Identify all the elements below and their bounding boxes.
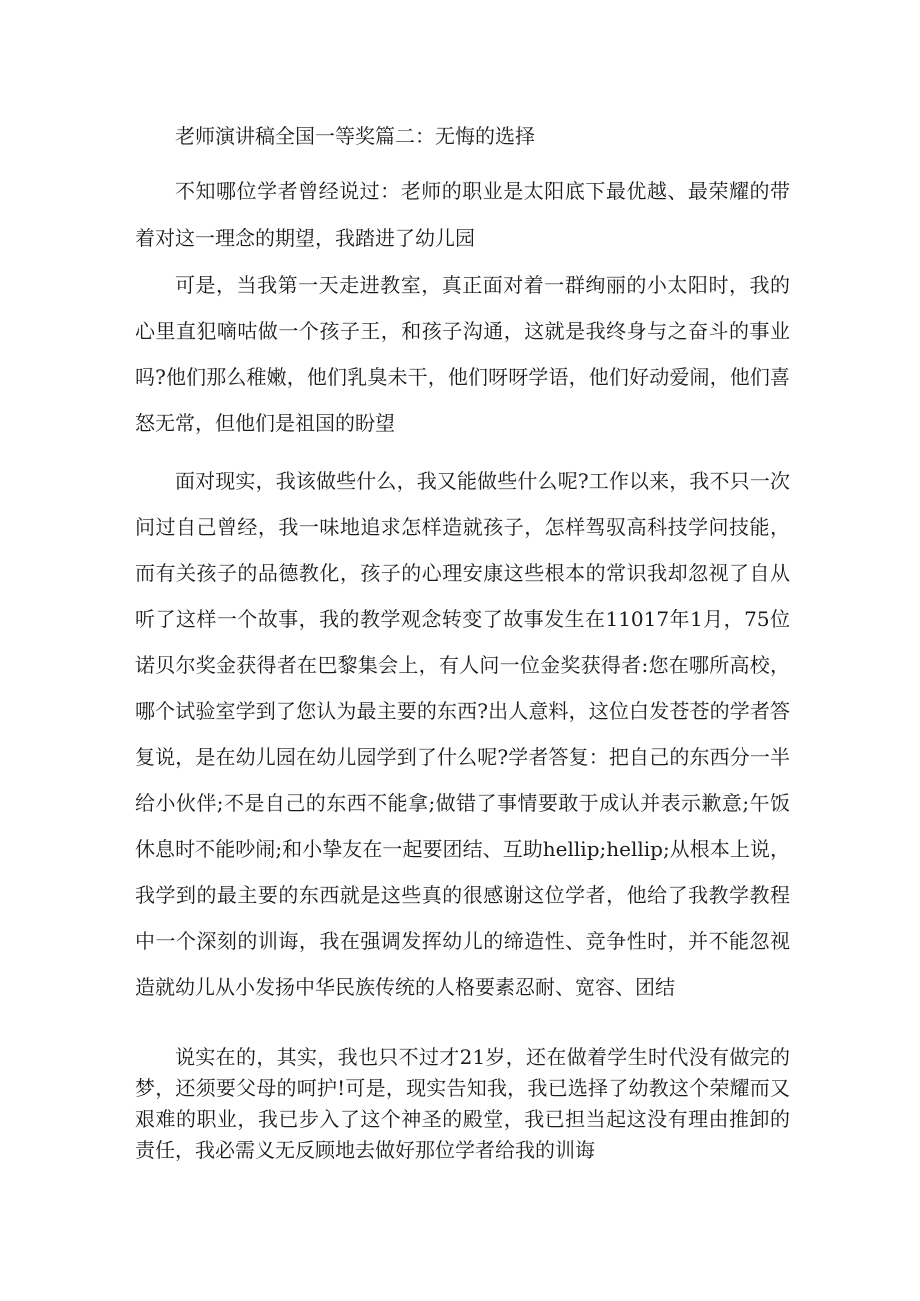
paragraph: 可是，当我第一天走进教室，真正面对着一群绚丽的小太阳时，我的心里直犯嘀咕做一个孩子王，和孩子沟通，这就是我终身与之奋斗的事业吗?他们那么稚嫩，他们乳臭未干，他们呀呀学语，他们好动爱闹，他们喜怒无常，但他们是祖国的盼望 xyxy=(135,273,790,435)
paragraph: 面对现实，我该做些什么，我又能做些什么呢?工作以来，我不只一次问过自己曾经，我一味地追求怎样造就孩子，怎样驾驭高科技学问技能，而有关孩子的品德教化，孩子的心理安康这些根本的常识我却忽视了自从听了这样一个故事，我的教学观念转变了故事发生在11017年1月，75位诺贝尔奖金获得者在巴黎集会上，有人问一位金奖获得者:您在哪所高校，哪个试验室学到了您认为最主要的东西?出人意料，这位白发苍苍的学者答复说，是在幼儿园在幼儿园学到了什么呢?学者答复：把自己的东西分一半给小伙伴;不是自己的东西不能拿;做错了事情要敢于成认并表示歉意;午饭休息时不能吵闹;和小挚友在一起要团结、互助hellip;hellip;从根本上说，我学到的最主要的东西就是这些真的很感谢这位学者，他给了我教学教程中一个深刻的训诲，我在强调发挥幼儿的缔造性、竞争性时，并不能忽视造就幼儿从小发扬中华民族传统的人格要素忍耐、宽容、团结 xyxy=(135,469,790,999)
document-title: 老师演讲稿全国一等奖篇二：无悔的选择 xyxy=(175,124,535,148)
paragraph: 不知哪位学者曾经说过：老师的职业是太阳底下最优越、最荣耀的带着对这一理念的期望，我踏进了幼儿园 xyxy=(135,179,790,250)
paragraph: 说实在的，其实，我也只不过才21岁，还在做着学生时代没有做完的梦，还须要父母的呵护!可是，现实告知我，我已选择了幼教这个荣耀而又艰难的职业，我已步入了这个神圣的殿堂，我已担当起这没有理由推卸的责任，我必需义无反顾地去做好那位学者给我的训诲 xyxy=(135,1045,790,1162)
